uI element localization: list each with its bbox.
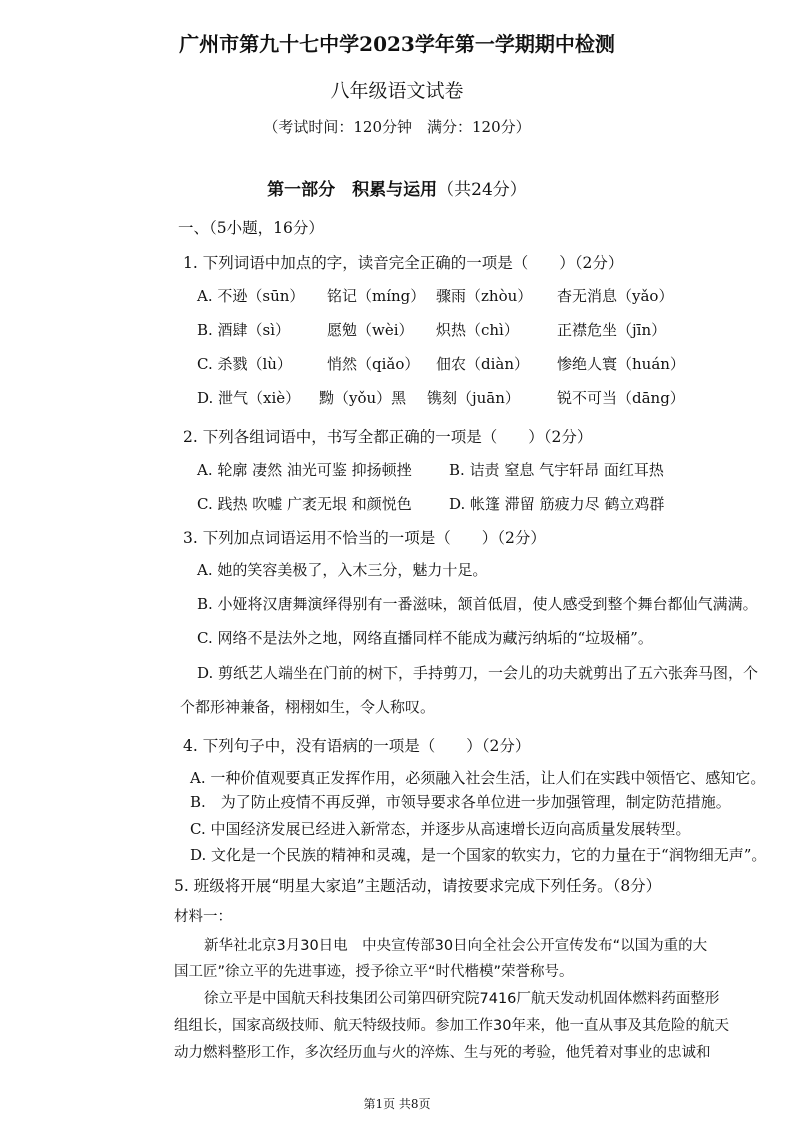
q1-option-a-4: 杳无消息（yǎo） [557, 287, 674, 305]
q4-option-c: C. 中国经济发展已经进入新常态，并逐步从高速增长迈向高质量发展转型。 [190, 820, 691, 838]
q1-option-c-2: 悄然（qiǎo） [327, 355, 420, 373]
q1-option-a-1: A. 不逊（sūn） [197, 287, 305, 305]
question-2-stem: 2. 下列各组词语中，书写全都正确的一项是（ ）（2分） [183, 428, 593, 446]
material-paragraph-1-line2: 国工匠”徐立平的先进事迹，授予徐立平“时代楷模”荣誉称号。 [174, 964, 574, 980]
q3-option-b: B. 小娅将汉唐舞演绎得别有一番滋味，颔首低眉，使人感受到整个舞台都仙气满满。 [197, 595, 758, 613]
question-3-stem: 3. 下列加点词语运用不恰当的一项是（ ）（2分） [183, 529, 546, 547]
q1-option-b-3: 炽热（chì） [436, 321, 519, 339]
material-paragraph-2-line2: 组组长，国家高级技师、航天特级技师。参加工作30年来，他一直从事及其危险的航天 [174, 1018, 729, 1034]
q2-option-b: B. 诘责 窒息 气宇轩昂 面红耳热 [449, 461, 664, 479]
q4-option-b: B. 为了防止疫情不再反弹，市领导要求各单位进一步加强管理，制定防范措施。 [190, 793, 731, 811]
q3-option-d-line2: 个都形神兼备，栩栩如生，令人称叹。 [180, 698, 436, 716]
question-4-stem: 4. 下列句子中，没有语病的一项是（ ）（2分） [183, 737, 531, 755]
part-heading [0, 175, 794, 200]
q1-option-b-4: 正襟危坐（jīn） [557, 321, 667, 339]
q4-option-a: A. 一种价值观要真正发挥作用，必须融入社会生活，让人们在实践中领悟它、感知它。 [190, 769, 766, 787]
q1-option-c-1: C. 杀戮（lù） [197, 355, 292, 373]
part-label: 第一部分 积累与运用 [267, 180, 438, 200]
question-5-stem: 5. 班级将开展“明星大家追”主题活动，请按要求完成下列任务。（8分） [174, 877, 662, 895]
q1-option-a-3: 骤雨（zhòu） [436, 287, 533, 305]
exam-title: 广州市第九十七中学2023学年第一学期期中检测 [179, 32, 615, 56]
q3-option-a: A. 她的笑容美极了，入木三分，魅力十足。 [197, 561, 488, 579]
q1-option-d-1: D. 泄气（xiè） [197, 389, 301, 407]
exam-subtitle: 八年级语文试卷 [330, 80, 464, 102]
material-paragraph-2-line1: 徐立平是中国航天科技集团公司第四研究院7416厂航天发动机固体燃料药面整形 [204, 991, 720, 1007]
q1-option-b-2: 愿勉（wèi） [327, 321, 414, 339]
section-heading: 一、（5小题，16分） [178, 219, 324, 237]
q1-option-d-2: 黝（yǒu）黑 [319, 389, 407, 407]
q1-option-a-2: 铭记（míng） [327, 287, 426, 305]
exam-time-score-info: （考试时间：120分钟 满分：120分） [263, 118, 531, 136]
q1-option-c-3: 佃农（diàn） [436, 355, 530, 373]
part-score: （共24分） [437, 180, 527, 200]
q2-option-d: D. 帐篷 滞留 筋疲力尽 鹤立鸡群 [449, 495, 665, 513]
q1-option-d-4: 锐不可当（dāng） [557, 389, 685, 407]
q4-option-d: D. 文化是一个民族的精神和灵魂，是一个国家的软实力，它的力量在于“润物细无声”。 [190, 846, 767, 864]
q1-option-c-4: 惨绝人寰（huán） [557, 355, 685, 373]
material-label: 材料一： [174, 909, 232, 925]
q3-option-d-line1: D. 剪纸艺人端坐在门前的树下，手持剪刀，一会儿的功夫就剪出了五六张奔马图，个 [197, 664, 759, 682]
q2-option-a: A. 轮廓 凄然 油光可鉴 抑扬顿挫 [197, 461, 412, 479]
question-1-stem: 1. 下列词语中加点的字，读音完全正确的一项是（ ）（2分） [183, 254, 624, 272]
page-number: 第1页 共8页 [363, 1097, 431, 1111]
q1-option-d-3: 镌刻（juān） [427, 389, 520, 407]
q1-option-b-1: B. 酒肆（sì） [197, 321, 291, 339]
material-paragraph-2-line3: 动力燃料整形工作，多次经历血与火的淬炼、生与死的考验，他凭着对事业的忠诚和 [174, 1045, 711, 1061]
material-paragraph-1-line1: 新华社北京3月30日电 中央宣传部30日向全社会公开宣传发布“以国为重的大 [204, 938, 708, 954]
q2-option-c: C. 践热 吹嘘 广袤无垠 和颜悦色 [197, 495, 412, 513]
q3-option-c: C. 网络不是法外之地，网络直播同样不能成为藏污纳垢的“垃圾桶”。 [197, 629, 653, 647]
